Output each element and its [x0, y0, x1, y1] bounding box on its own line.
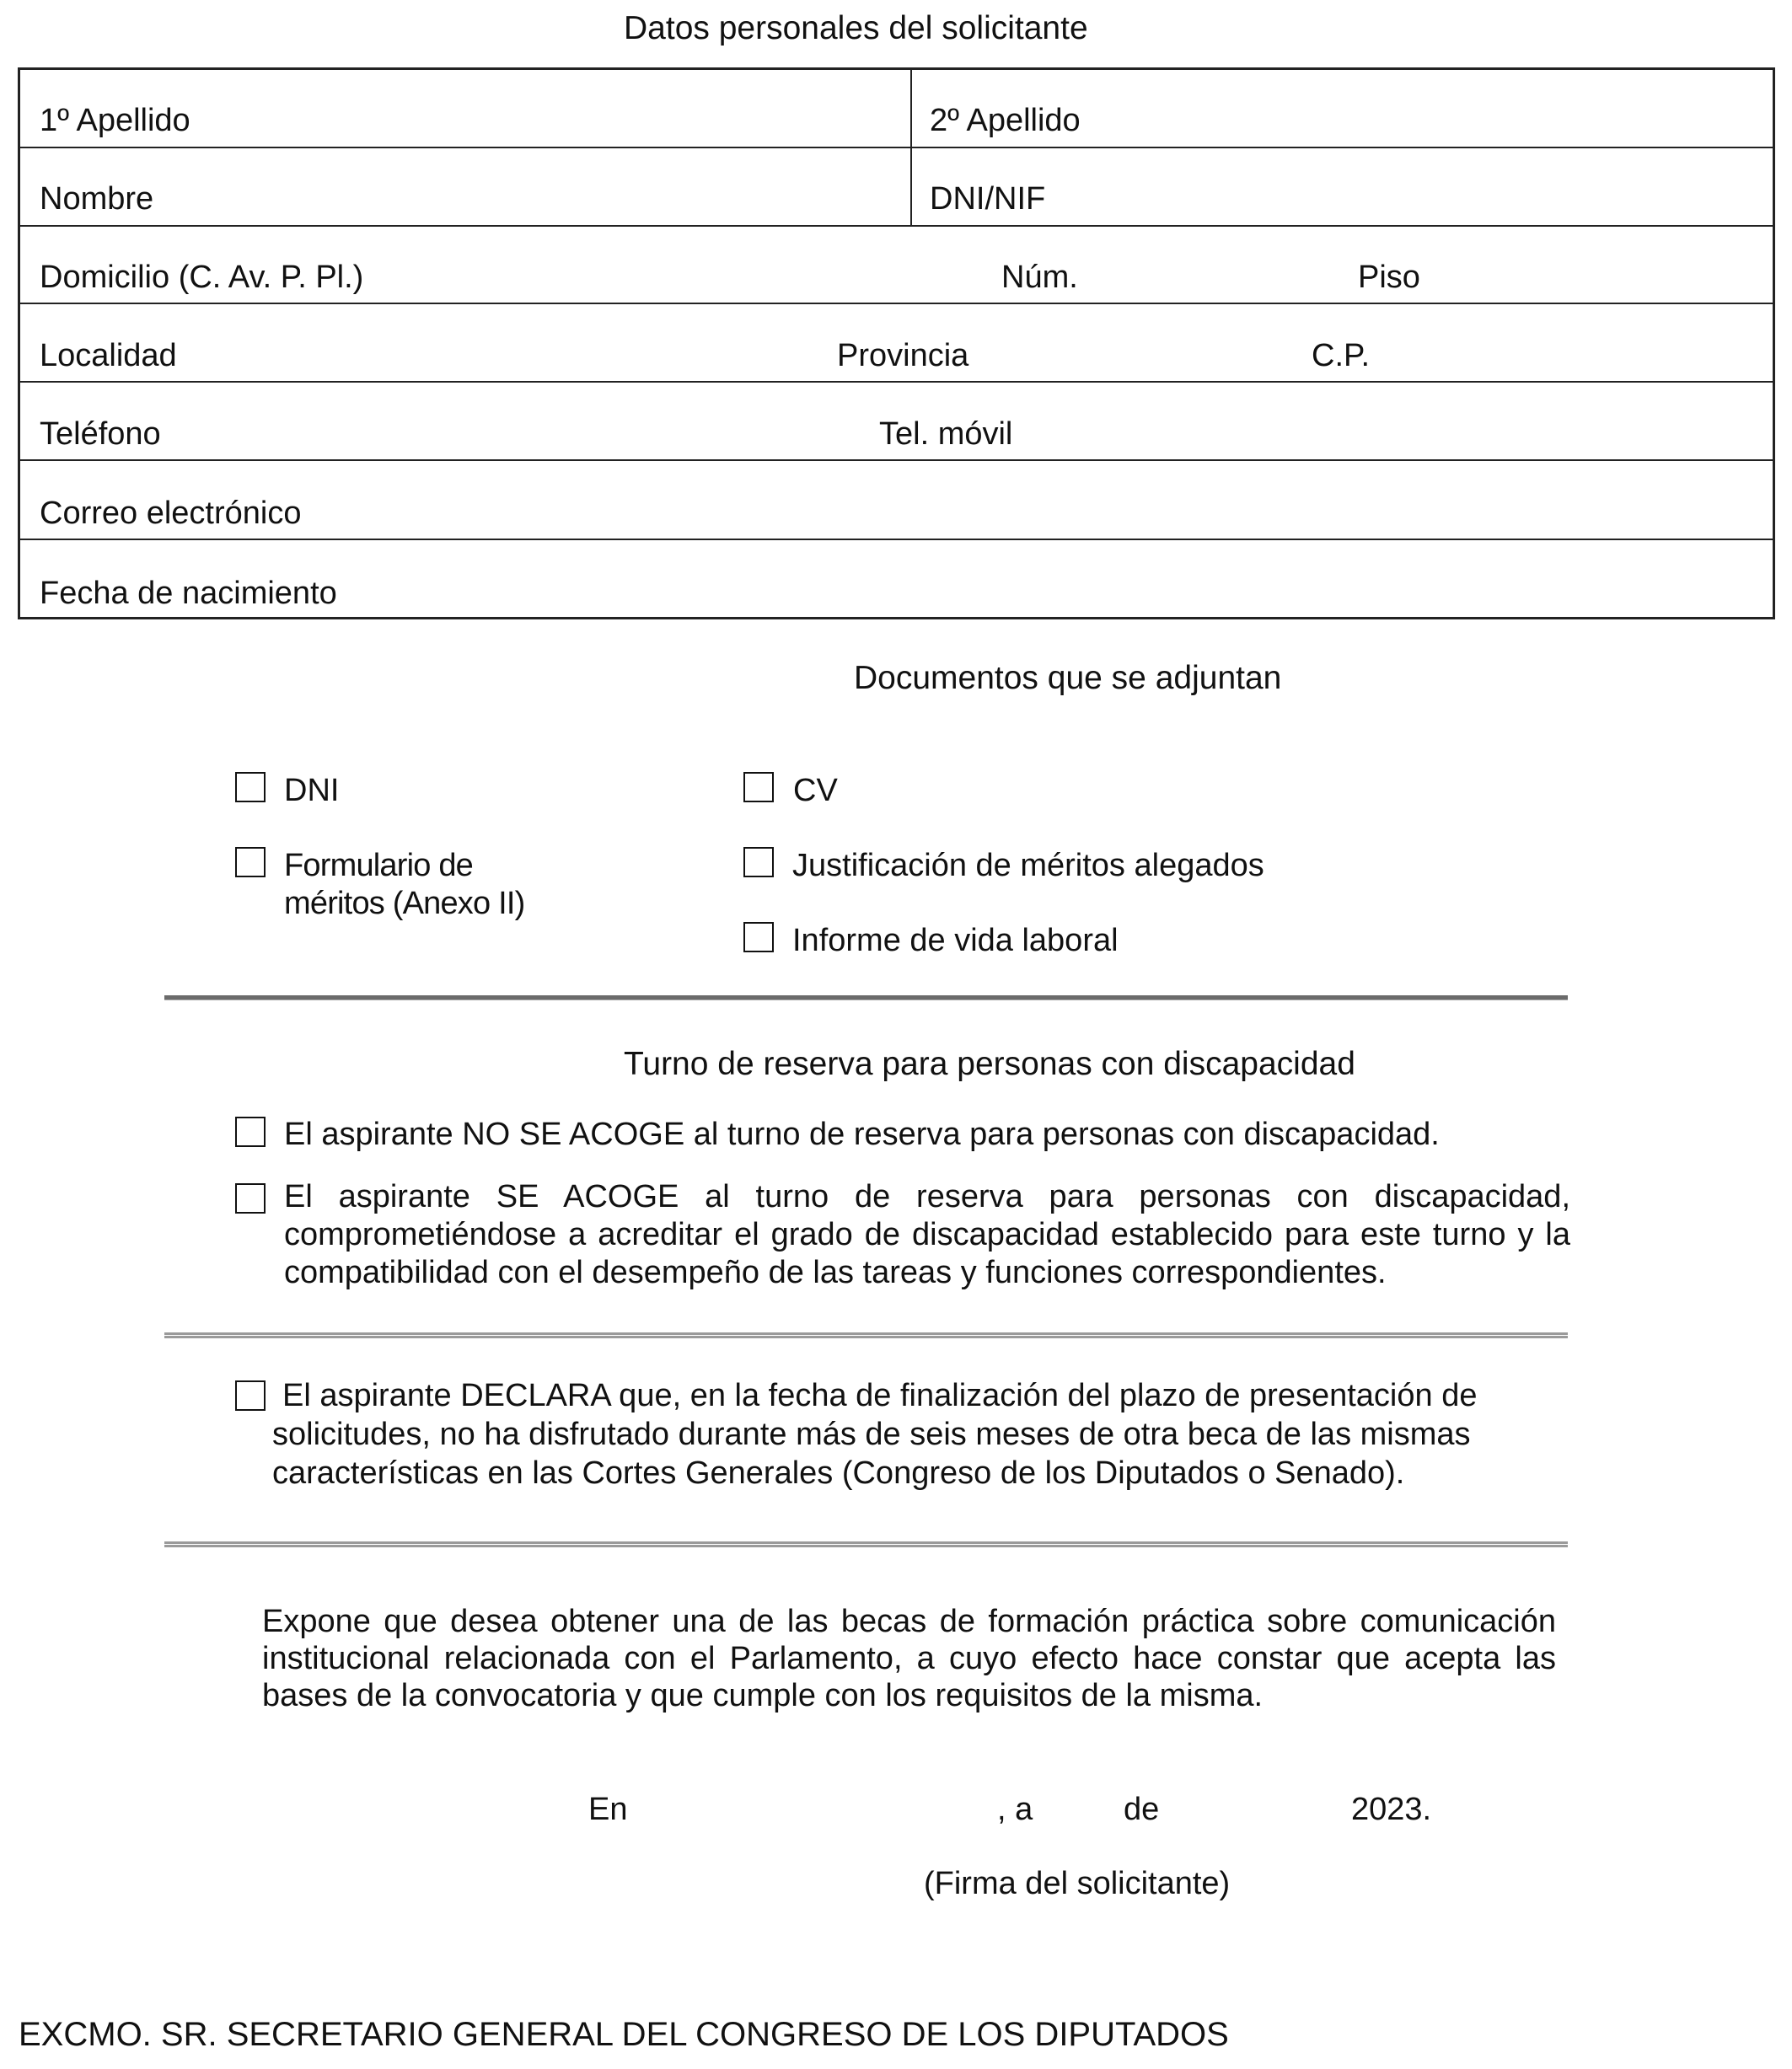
signature-en-label: En [588, 1792, 628, 1827]
table-divider [18, 225, 1775, 227]
declaration-checkbox[interactable] [235, 1380, 266, 1411]
field-telefono[interactable]: Teléfono [40, 416, 161, 452]
declaration-line: El aspirante DECLARA que, en la fecha de finalización del plazo de presentación de [282, 1378, 1478, 1413]
signature-firma-label: (Firma del solicitante) [924, 1866, 1231, 1901]
signature-a-label: , a [997, 1792, 1033, 1827]
informe-label: Informe de vida laboral [792, 923, 1119, 958]
justificacion-checkbox[interactable] [743, 847, 774, 877]
table-divider [18, 539, 1775, 540]
table-divider [18, 303, 1775, 304]
reserve-yes-line: comprometiéndose a acreditar el grado de discapacidad establecido para este turno y la [284, 1217, 1570, 1252]
field-localidad[interactable]: Localidad [40, 338, 177, 373]
reserve-no-checkbox[interactable] [235, 1117, 266, 1147]
field-apellido1[interactable]: 1º Apellido [40, 103, 190, 138]
exposition-line: Expone que desea obtener una de las becas de formación práctica sobre comunicación [262, 1604, 1556, 1639]
reserve-no-label: El aspirante NO SE ACOGE al turno de reserva para personas con discapacidad. [284, 1117, 1440, 1152]
signature-year: 2023. [1351, 1792, 1432, 1827]
reserve-section-title: Turno de reserva para personas con discapacidad [624, 1046, 1355, 1082]
personal-section-title: Datos personales del solicitante [624, 10, 1088, 46]
table-column-divider [910, 67, 912, 226]
reserve-yes-line: compatibilidad con el desempeño de las tareas y funciones correspondientes. [284, 1255, 1387, 1290]
table-divider [18, 381, 1775, 383]
reserve-yes-line: El aspirante SE ACOGE al turno de reserva para personas con discapacidad, [284, 1179, 1570, 1214]
dni-checkbox[interactable] [235, 772, 266, 802]
exposition-line: bases de la convocatoria y que cumple con los requisitos de la misma. [262, 1678, 1264, 1713]
exposition-line: institucional relacionada con el Parlamento, a cuyo efecto hace constar que acepta las [262, 1641, 1556, 1676]
field-fecha-nacimiento[interactable]: Fecha de nacimiento [40, 576, 337, 611]
informe-checkbox[interactable] [743, 922, 774, 952]
formulario-label [284, 847, 524, 923]
exposition-paragraph [262, 1603, 1556, 1714]
field-piso[interactable]: Piso [1358, 260, 1420, 295]
justificacion-label: Justificación de méritos alegados [792, 848, 1264, 883]
dni-label: DNI [284, 773, 340, 808]
reserve-yes-checkbox[interactable] [235, 1183, 266, 1214]
declaration-line: solicitudes, no ha disfrutado durante más de seis meses de otra beca de las mismas [272, 1417, 1471, 1452]
section-separator [164, 1541, 1568, 1547]
field-num[interactable]: Núm. [1001, 260, 1078, 295]
field-apellido2[interactable]: 2º Apellido [930, 103, 1081, 138]
signature-de-label: de [1124, 1792, 1160, 1827]
formulario-checkbox[interactable] [235, 847, 266, 877]
field-nombre[interactable]: Nombre [40, 181, 154, 217]
section-separator [164, 995, 1568, 1000]
cv-label: CV [793, 773, 838, 808]
table-divider [18, 459, 1775, 461]
documents-section-title: Documentos que se adjuntan [854, 660, 1282, 696]
field-dni-nif[interactable]: DNI/NIF [930, 181, 1046, 217]
field-domicilio[interactable]: Domicilio (C. Av. P. Pl.) [40, 260, 364, 295]
field-tel-movil[interactable]: Tel. móvil [879, 416, 1013, 452]
field-correo[interactable]: Correo electrónico [40, 496, 302, 531]
declaration-line: características en las Cortes Generales (Congreso de los Diputados o Senado). [272, 1455, 1405, 1491]
reserve-yes-label [284, 1178, 1570, 1292]
field-provincia[interactable]: Provincia [837, 338, 969, 373]
section-separator [164, 1332, 1568, 1338]
cv-checkbox[interactable] [743, 772, 774, 802]
addressee: EXCMO. SR. SECRETARIO GENERAL DEL CONGRESO DE LOS DIPUTADOS [19, 2016, 1229, 2053]
formulario-label-line: Formulario de [284, 848, 474, 883]
field-cp[interactable]: C.P. [1312, 338, 1371, 373]
formulario-label-line: méritos (Anexo II) [284, 886, 525, 921]
table-divider [18, 147, 1775, 148]
